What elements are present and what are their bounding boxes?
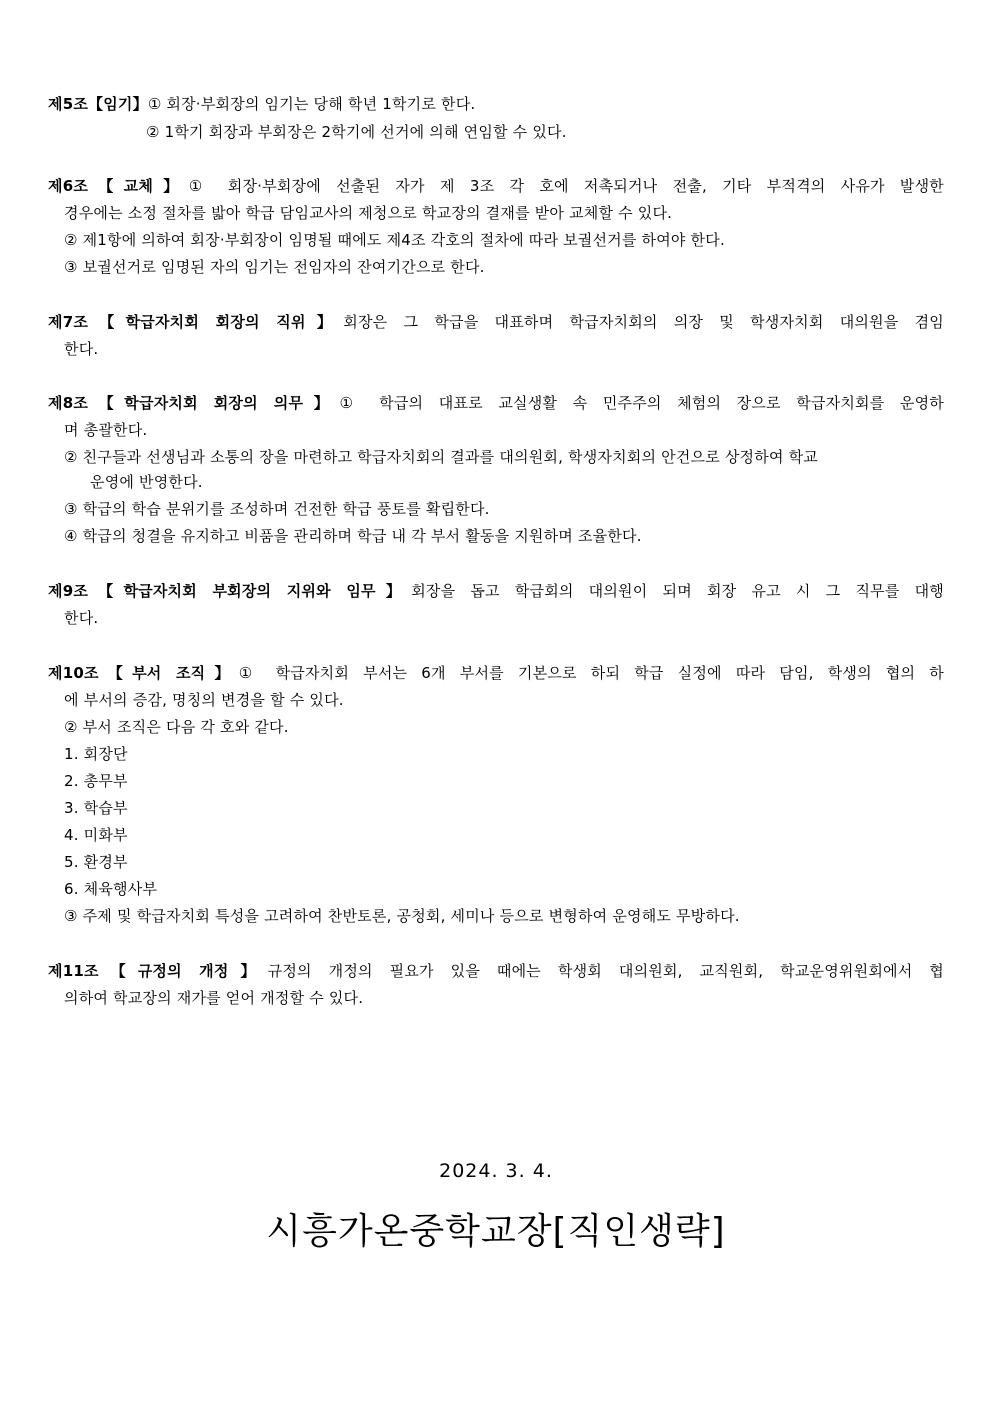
article-10-line-2: 에 부서의 증감, 명칭의 변경을 할 수 있다.: [64, 691, 344, 709]
article-11: [48, 961, 944, 981]
article-9-heading: 제9조【학급자치회 부회장의 지위와 임무】: [48, 582, 412, 600]
article-7-line-2: 한다.: [64, 340, 99, 358]
article-10-clause-3: ③ 주제 및 학급자치회 특성을 고려하여 찬반토론, 공청회, 세미나 등으로 변형하여 운영해도 무방하다.: [64, 907, 740, 925]
signature: 시흥가온중학교장[직인생략]: [266, 1211, 726, 1252]
article-8-clause-4: ④ 학급의 청결을 유지하고 비품을 관리하며 학급 내 각 부서 활동을 지원하며 조율한다.: [64, 527, 642, 545]
article-9-text: 회장을 돕고 학급회의 대의원이 되며 회장 유고 시 그 직무를 대행: [411, 582, 944, 600]
list-item: 4. 미화부: [64, 826, 128, 844]
article-11-heading: 제11조【규정의 개정】: [48, 962, 268, 980]
article-8-clause-1: ① 학급의 대표로 교실생활 속 민주주의 체험의 장으로 학급자치회를 운영하: [339, 394, 944, 412]
article-10-heading: 제10조【부서 조직】: [48, 664, 239, 682]
article-9-line-1: [48, 581, 944, 601]
article-5-heading: 제5조【임기】: [48, 95, 148, 113]
article-6-line-1: [48, 176, 944, 196]
article-9-line-2: 한다.: [64, 609, 99, 627]
article-6-clause-1: ① 회장·부회장에 선출된 자가 제 3조 각 호에 저촉되거나 전출, 기타 부적격의 사유가 발생한: [188, 177, 944, 195]
article-11-text: 규정의 개정의 필요가 있을 때에는 학생회 대의원회, 교직원회, 학교운영위원회에서 협: [267, 962, 944, 980]
article-7: [48, 312, 944, 332]
list-item: 6. 체육행사부: [64, 880, 158, 898]
article-7-text: 회장은 그 학급을 대표하며 학급자치회의 의장 및 학생자치회 대의원을 겸임: [343, 313, 945, 331]
article-8-line-2: 며 총괄한다.: [64, 421, 148, 439]
document-date: 2024. 3. 4.: [439, 1160, 553, 1182]
article-6: [48, 176, 944, 196]
article-10-line-1: [48, 663, 944, 683]
article-5-clause-2: ② 1학기 회장과 부회장은 2학기에 선거에 의해 연임할 수 있다.: [146, 123, 567, 141]
list-item: 3. 학습부: [64, 799, 128, 817]
article-10: [48, 663, 944, 683]
article-8: [48, 393, 944, 413]
article-11-line-1: [48, 961, 944, 981]
article-8-line-4: 운영에 반영한다.: [90, 473, 203, 491]
article-7-heading: 제7조【학급자치회 회장의 직위】: [48, 313, 344, 331]
list-item: 1. 회장단: [64, 745, 128, 763]
article-6-heading: 제6조【교체】: [48, 177, 189, 195]
article-7-line-1: [48, 312, 944, 332]
article-8-heading: 제8조【학급자치회 회장의 의무】: [48, 394, 340, 412]
article-5-clause-1: ① 회장·부회장의 임기는 당해 학년 1학기로 한다.: [147, 95, 476, 113]
article-5-line-1: [48, 94, 475, 114]
list-item: 5. 환경부: [64, 853, 128, 871]
article-8-line-1: [48, 393, 944, 413]
article-8-clause-2: ② 친구들과 선생님과 소통의 장을 마련하고 학급자치회의 결과를 대의원회, 학생자치회의 안건으로 상정하여 학교: [64, 448, 818, 466]
list-item: 2. 총무부: [64, 772, 128, 790]
article-11-line-2: 의하여 학교장의 재가를 얻어 개정할 수 있다.: [64, 989, 364, 1007]
article-10-clause-2: ② 부서 조직은 다음 각 호와 같다.: [64, 718, 289, 736]
article-6-clause-3: ③ 보궐선거로 임명된 자의 임기는 전임자의 잔여기간으로 한다.: [64, 258, 485, 276]
article-6-clause-2: ② 제1항에 의하여 회장·부회장이 임명될 때에도 제4조 각호의 절차에 따라 보궐선거를 하여야 한다.: [64, 231, 725, 249]
article-8-clause-3: ③ 학급의 학습 분위기를 조성하며 건전한 학급 풍토를 확립한다.: [64, 500, 490, 518]
article-6-line-2: 경우에는 소정 절차를 밟아 학급 담임교사의 제청으로 학교장의 결재를 받아 교체할 수 있다.: [64, 204, 673, 222]
article-10-clause-1: ① 학급자치회 부서는 6개 부서를 기본으로 하되 학급 실정에 따라 담임, 학생의 협의 하: [238, 664, 944, 682]
article-9: [48, 581, 944, 601]
